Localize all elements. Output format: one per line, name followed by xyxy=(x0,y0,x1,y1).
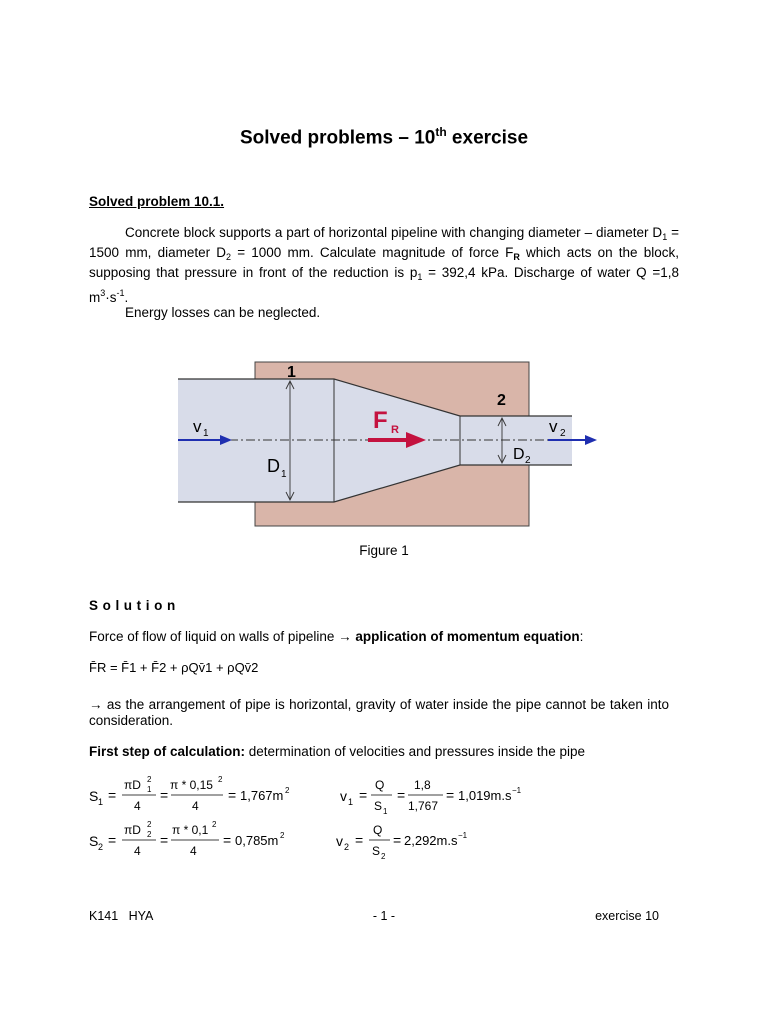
eq-s2-result: 0,785m xyxy=(235,833,279,848)
eq-v1-equals-2: = xyxy=(397,787,406,803)
eq-v1-num: Q xyxy=(375,778,385,792)
problem-heading: Solved problem 10.1. xyxy=(89,194,225,209)
eq-v2-lhs-sub: 2 xyxy=(344,842,350,852)
footer-right: exercise 10 xyxy=(595,909,659,923)
eq-v1-den: S xyxy=(374,799,383,813)
eq-s2-num: πD xyxy=(124,823,141,837)
energy-note: Energy losses can be neglected. xyxy=(125,305,321,320)
eq-s1-result: 1,767m xyxy=(240,788,284,803)
force-label: F xyxy=(373,407,388,434)
eq-s1-equals-2: = xyxy=(160,787,169,803)
eq-v1-lhs: v xyxy=(340,788,347,804)
pipe-reduction-figure xyxy=(170,355,610,535)
eq-v2-equals-2: = xyxy=(393,832,402,848)
d1-label-sub: 1 xyxy=(281,469,287,480)
v1-label: v xyxy=(193,417,202,436)
eq-s2-num-sup: 2 xyxy=(147,820,152,829)
d2-label-sub: 2 xyxy=(525,455,531,466)
eq-v2-result-sup: −1 xyxy=(458,831,468,840)
momentum-equation: F̄R = F̄1 + F̄2 + ρQv̄1 + ρQv̄2 xyxy=(89,660,259,675)
eq-s2-num2: π * 0,1 xyxy=(172,823,209,837)
d1-label: D xyxy=(267,456,280,476)
d2-label: D xyxy=(513,446,525,463)
v1-label-sub: 1 xyxy=(203,428,209,439)
eq-v1-lhs-sub: 1 xyxy=(348,797,354,807)
eq-s2-den2: 4 xyxy=(190,844,197,858)
equations-block xyxy=(80,770,600,865)
figure-caption: Figure 1 xyxy=(359,543,409,558)
solution-heading: Solution xyxy=(89,598,180,613)
eq-v2-equals-1: = xyxy=(355,832,364,848)
eq-s1-num-sub: 1 xyxy=(147,785,152,794)
eq-s2-num-sub: 2 xyxy=(147,830,152,839)
eq-s2-den: 4 xyxy=(134,844,141,858)
eq-v2-den-sub: 2 xyxy=(381,852,386,861)
section-1-label: 1 xyxy=(287,364,296,381)
eq-s1-result-sup: 2 xyxy=(285,786,290,795)
eq-s1-den: 4 xyxy=(134,799,141,813)
first-step-line: First step of calculation: determination of velocities and pressures inside the pipe xyxy=(89,744,585,759)
force-label-sub: R xyxy=(391,424,399,436)
horizontal-note: → as the arrangement of pipe is horizontal, gravity of water inside the pipe cannot be taken into consideration. xyxy=(89,697,669,728)
eq-v1-equals-1: = xyxy=(359,787,368,803)
eq-v2-result: 2,292m.s xyxy=(404,833,458,848)
eq-s1-lhs-sub: 1 xyxy=(98,797,104,807)
eq-s1-lhs: S xyxy=(89,788,99,804)
eq-v1-den-sub: 1 xyxy=(383,807,388,816)
v2-label-sub: 2 xyxy=(560,428,566,439)
eq-v2-den: S xyxy=(372,844,381,858)
eq-s2-lhs-sub: 2 xyxy=(98,842,104,852)
eq-s2-num2-sup: 2 xyxy=(212,820,217,829)
eq-s2-equals-1: = xyxy=(108,832,117,848)
eq-s1-equals-3: = xyxy=(228,787,237,803)
eq-v1-equals-3: = xyxy=(446,787,455,803)
eq-s1-num-sup: 2 xyxy=(147,775,152,784)
eq-s2-equals-2: = xyxy=(160,832,169,848)
momentum-line: Force of flow of liquid on walls of pipeline → application of momentum equation: xyxy=(89,629,584,644)
problem-statement: Concrete block supports a part of horizontal pipeline with changing diameter – diameter $D_1 = 1500$ mm, diameter $D_2 = 1000$ mm. Calculate magnitude of force $F_R$ which acts on the block, supposing that pressure in front of the reduction is $p_1 = 392,4$ kPa. Discharge of water Q =1,8 $m^3\cdot s^{-1}$. xyxy=(89,225,680,305)
eq-v2-lhs: v xyxy=(336,833,343,849)
page-title: Solved problems – 10th exercise xyxy=(239,125,529,149)
v2-label: v xyxy=(549,417,558,436)
eq-s1-num2: π * 0,15 xyxy=(170,778,213,792)
footer-page-number: - 1 - xyxy=(372,909,396,923)
eq-s1-equals-1: = xyxy=(108,787,117,803)
eq-s2-lhs: S xyxy=(89,833,99,849)
eq-v2-num: Q xyxy=(373,823,383,837)
eq-s1-num2-sup: 2 xyxy=(218,775,223,784)
footer-left: K141 HYA xyxy=(89,909,154,923)
eq-s1-den2: 4 xyxy=(192,799,199,813)
eq-s2-result-sup: 2 xyxy=(280,831,285,840)
eq-s1-num: πD xyxy=(124,778,141,792)
eq-s2-equals-3: = xyxy=(223,832,232,848)
eq-v1-den2: 1,767 xyxy=(408,799,439,813)
eq-v1-result: 1,019m.s xyxy=(458,788,512,803)
eq-v1-num2: 1,8 xyxy=(414,778,431,792)
eq-v1-result-sup: −1 xyxy=(512,786,522,795)
section-2-label: 2 xyxy=(497,392,506,409)
